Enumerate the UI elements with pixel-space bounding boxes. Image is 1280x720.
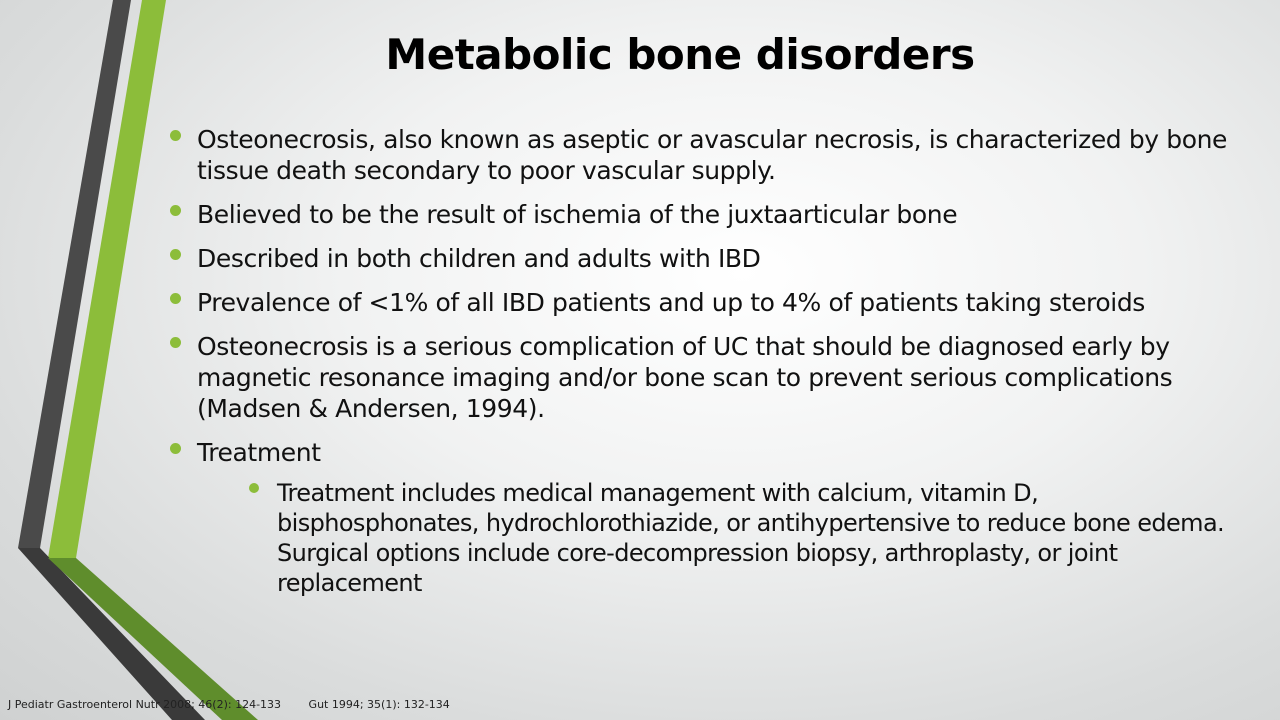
bullet-text: Osteonecrosis, also known as aseptic or avascular necrosis, is characterized by bone tissue death secondary to poor vascular supply. [197, 125, 1228, 185]
sub-bullet-dot-icon [249, 483, 259, 493]
sub-bullet-text: Treatment includes medical management with calcium, vitamin D, bisphosphonates, hydrochlorothiazide, or antihypertensive to reduce bone edema. Surgical options include core-decompression biopsy, arthroplasty, or joint replacement [277, 479, 1225, 597]
bullet-dot-icon [170, 130, 181, 141]
bullet-dot-icon [170, 205, 181, 216]
reference-1: J Pediatr Gastroenterol Nutr 2008; 46(2): 124-133 [8, 698, 282, 711]
bullet-text: Treatment [197, 438, 321, 467]
bullet-item [164, 124, 1244, 186]
bullet-item [164, 287, 1244, 318]
bullet-dot-icon [170, 249, 181, 260]
bullet-dot-icon [170, 293, 181, 304]
bullet-item [164, 243, 1244, 274]
bullet-text: Prevalence of <1% of all IBD patients and up to 4% of patients taking steroids [197, 288, 1145, 317]
bullet-dot-icon [170, 337, 181, 348]
bullet-item [164, 331, 1244, 424]
bullet-list [164, 124, 1244, 611]
sub-bullet-item [245, 478, 1244, 598]
bullet-item [164, 437, 1244, 598]
reference-2: Gut 1994; 35(1): 132-134 [308, 698, 450, 711]
bullet-text: Believed to be the result of ischemia of the juxtaarticular bone [197, 200, 958, 229]
bullet-dot-icon [170, 443, 181, 454]
bullet-item [164, 199, 1244, 230]
bullet-text: Osteonecrosis is a serious complication of UC that should be diagnosed early by magnetic resonance imaging and/or bone scan to prevent serious complications (Madsen & Andersen, 1994). [197, 332, 1173, 423]
bullet-text: Described in both children and adults with IBD [197, 244, 761, 273]
slide-title: Metabolic bone disorders [385, 30, 975, 79]
references-footer [8, 698, 474, 711]
